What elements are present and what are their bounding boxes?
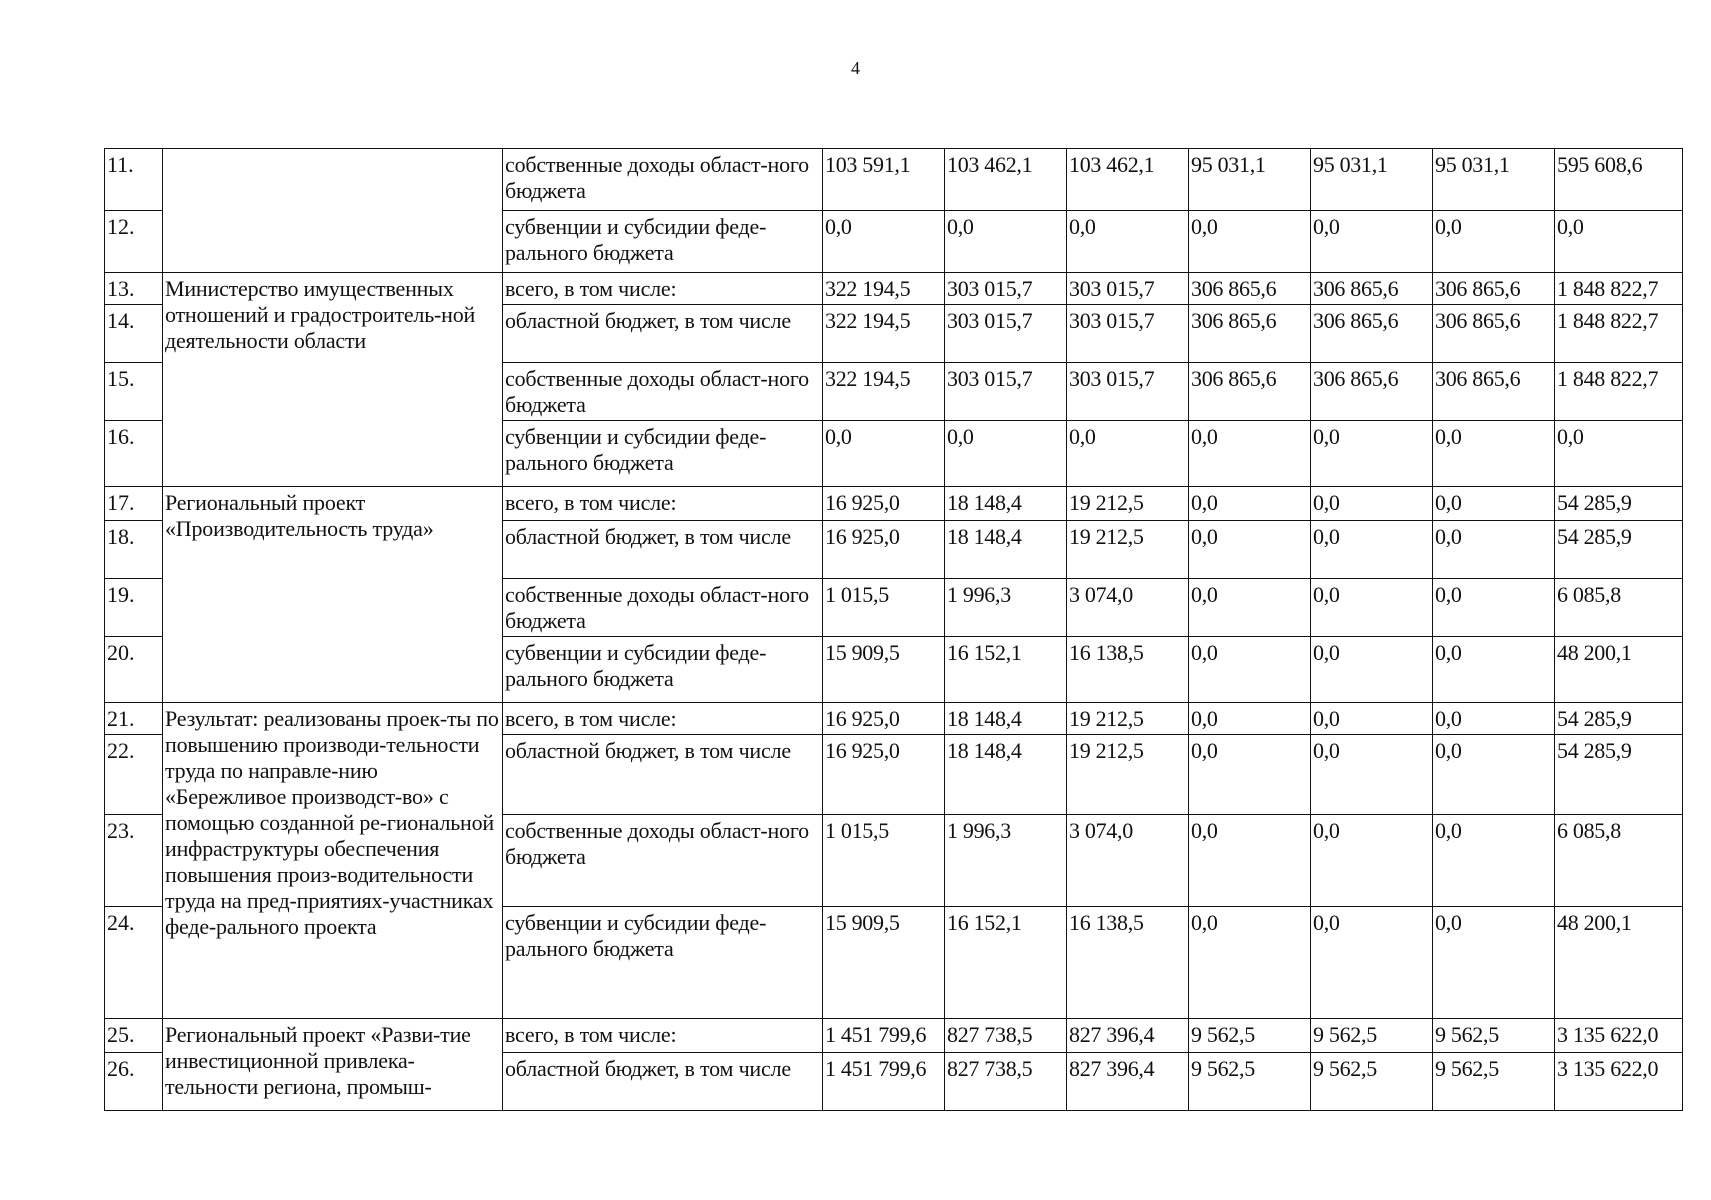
table-row [105, 487, 1683, 521]
funding-source-cell: всего, в том числе: [503, 487, 823, 521]
year-value-cell: 322 194,5 [823, 305, 945, 363]
year-value-cell: 0,0 [1189, 487, 1311, 521]
year-value-cell: 16 925,0 [823, 703, 945, 735]
year-value-cell: 0,0 [1311, 521, 1433, 579]
total-value-cell: 48 200,1 [1555, 637, 1683, 703]
year-value-cell: 0,0 [1433, 907, 1555, 1019]
row-number-cell: 24. [105, 907, 163, 1019]
program-name-cell: Региональный проект «Разви-тие инвестиционной привлека-тельности региона, промыш- [163, 1019, 503, 1111]
year-value-cell: 0,0 [1433, 521, 1555, 579]
year-value-cell: 19 212,5 [1067, 521, 1189, 579]
row-number-cell: 22. [105, 735, 163, 815]
funding-source-cell: субвенции и субсидии феде-рального бюджета [503, 421, 823, 487]
funding-source-cell: всего, в том числе: [503, 703, 823, 735]
program-name-cell: Региональный проект «Производительность труда» [163, 487, 503, 703]
row-number-cell: 26. [105, 1053, 163, 1111]
year-value-cell: 1 451 799,6 [823, 1019, 945, 1053]
year-value-cell: 0,0 [1189, 735, 1311, 815]
year-value-cell: 9 562,5 [1433, 1053, 1555, 1111]
total-value-cell: 54 285,9 [1555, 521, 1683, 579]
year-value-cell: 0,0 [1433, 487, 1555, 521]
year-value-cell: 303 015,7 [945, 363, 1067, 421]
year-value-cell: 306 865,6 [1189, 273, 1311, 305]
year-value-cell: 1 015,5 [823, 579, 945, 637]
year-value-cell: 0,0 [1433, 735, 1555, 815]
row-number-cell: 13. [105, 273, 163, 305]
table-row [105, 149, 1683, 211]
funding-source-cell: собственные доходы област-ного бюджета [503, 363, 823, 421]
year-value-cell: 18 148,4 [945, 487, 1067, 521]
year-value-cell: 0,0 [1189, 703, 1311, 735]
year-value-cell: 9 562,5 [1311, 1019, 1433, 1053]
row-number-cell: 21. [105, 703, 163, 735]
row-number-cell: 18. [105, 521, 163, 579]
year-value-cell: 0,0 [1433, 637, 1555, 703]
total-value-cell: 54 285,9 [1555, 735, 1683, 815]
year-value-cell: 303 015,7 [1067, 363, 1189, 421]
year-value-cell: 0,0 [1433, 815, 1555, 907]
year-value-cell: 18 148,4 [945, 521, 1067, 579]
year-value-cell: 16 138,5 [1067, 637, 1189, 703]
year-value-cell: 0,0 [1311, 487, 1433, 521]
year-value-cell: 19 212,5 [1067, 735, 1189, 815]
row-number-cell: 17. [105, 487, 163, 521]
year-value-cell: 95 031,1 [1433, 149, 1555, 211]
year-value-cell: 9 562,5 [1189, 1019, 1311, 1053]
year-value-cell: 0,0 [945, 421, 1067, 487]
row-number-cell: 20. [105, 637, 163, 703]
funding-source-cell: всего, в том числе: [503, 1019, 823, 1053]
year-value-cell: 0,0 [1311, 735, 1433, 815]
funding-source-cell: собственные доходы област-ного бюджета [503, 149, 823, 211]
year-value-cell: 0,0 [1189, 815, 1311, 907]
total-value-cell: 48 200,1 [1555, 907, 1683, 1019]
funding-source-cell: собственные доходы област-ного бюджета [503, 815, 823, 907]
year-value-cell: 9 562,5 [1189, 1053, 1311, 1111]
row-number-cell: 15. [105, 363, 163, 421]
year-value-cell: 19 212,5 [1067, 703, 1189, 735]
year-value-cell: 0,0 [1067, 211, 1189, 273]
year-value-cell: 1 451 799,6 [823, 1053, 945, 1111]
year-value-cell: 1 996,3 [945, 579, 1067, 637]
year-value-cell: 306 865,6 [1189, 305, 1311, 363]
year-value-cell: 16 925,0 [823, 487, 945, 521]
total-value-cell: 3 135 622,0 [1555, 1053, 1683, 1111]
year-value-cell: 827 396,4 [1067, 1053, 1189, 1111]
total-value-cell: 0,0 [1555, 211, 1683, 273]
year-value-cell: 827 738,5 [945, 1019, 1067, 1053]
year-value-cell: 16 925,0 [823, 735, 945, 815]
year-value-cell: 15 909,5 [823, 637, 945, 703]
total-value-cell: 1 848 822,7 [1555, 273, 1683, 305]
total-value-cell: 3 135 622,0 [1555, 1019, 1683, 1053]
year-value-cell: 0,0 [945, 211, 1067, 273]
funding-source-cell: областной бюджет, в том числе [503, 1053, 823, 1111]
year-value-cell: 0,0 [1311, 637, 1433, 703]
year-value-cell: 0,0 [1433, 421, 1555, 487]
year-value-cell: 306 865,6 [1189, 363, 1311, 421]
year-value-cell: 303 015,7 [1067, 305, 1189, 363]
row-number-cell: 12. [105, 211, 163, 273]
funding-source-cell: областной бюджет, в том числе [503, 305, 823, 363]
program-name-cell [163, 149, 503, 273]
row-number-cell: 11. [105, 149, 163, 211]
total-value-cell: 6 085,8 [1555, 579, 1683, 637]
funding-source-cell: субвенции и субсидии феде-рального бюджета [503, 211, 823, 273]
year-value-cell: 0,0 [1311, 703, 1433, 735]
year-value-cell: 0,0 [1189, 211, 1311, 273]
year-value-cell: 0,0 [1311, 815, 1433, 907]
funding-source-cell: областной бюджет, в том числе [503, 521, 823, 579]
year-value-cell: 0,0 [1311, 907, 1433, 1019]
program-name-cell: Результат: реализованы проек-ты по повышению производи-тельности труда по направле-нию «Бережливое производст-во» с помощью созданной ре-гиональной инфраструктуры обеспечения повышения произ-водительности труда на пред-приятиях-участниках феде-рального проекта [163, 703, 503, 1019]
row-number-cell: 19. [105, 579, 163, 637]
year-value-cell: 306 865,6 [1311, 305, 1433, 363]
total-value-cell: 54 285,9 [1555, 703, 1683, 735]
year-value-cell: 0,0 [1311, 211, 1433, 273]
year-value-cell: 16 152,1 [945, 907, 1067, 1019]
year-value-cell: 0,0 [1433, 211, 1555, 273]
year-value-cell: 15 909,5 [823, 907, 945, 1019]
year-value-cell: 0,0 [1433, 579, 1555, 637]
year-value-cell: 0,0 [823, 421, 945, 487]
year-value-cell: 9 562,5 [1311, 1053, 1433, 1111]
row-number-cell: 25. [105, 1019, 163, 1053]
funding-source-cell: собственные доходы област-ного бюджета [503, 579, 823, 637]
year-value-cell: 827 738,5 [945, 1053, 1067, 1111]
year-value-cell: 303 015,7 [945, 305, 1067, 363]
year-value-cell: 306 865,6 [1433, 305, 1555, 363]
year-value-cell: 0,0 [1433, 703, 1555, 735]
year-value-cell: 18 148,4 [945, 703, 1067, 735]
year-value-cell: 0,0 [1189, 521, 1311, 579]
year-value-cell: 322 194,5 [823, 273, 945, 305]
year-value-cell: 303 015,7 [945, 273, 1067, 305]
funding-source-cell: субвенции и субсидии феде-рального бюджета [503, 907, 823, 1019]
budget-table [104, 148, 1683, 1111]
funding-source-cell: областной бюджет, в том числе [503, 735, 823, 815]
year-value-cell: 0,0 [1189, 421, 1311, 487]
year-value-cell: 103 591,1 [823, 149, 945, 211]
page-number: 4 [851, 58, 860, 78]
year-value-cell: 306 865,6 [1311, 363, 1433, 421]
year-value-cell: 95 031,1 [1311, 149, 1433, 211]
year-value-cell: 16 152,1 [945, 637, 1067, 703]
year-value-cell: 0,0 [823, 211, 945, 273]
table-row [105, 273, 1683, 305]
year-value-cell: 306 865,6 [1433, 273, 1555, 305]
year-value-cell: 95 031,1 [1189, 149, 1311, 211]
year-value-cell: 827 396,4 [1067, 1019, 1189, 1053]
year-value-cell: 306 865,6 [1311, 273, 1433, 305]
row-number-cell: 23. [105, 815, 163, 907]
year-value-cell: 0,0 [1189, 579, 1311, 637]
program-name-cell: Министерство имущественных отношений и градостроитель-ной деятельности области [163, 273, 503, 487]
row-number-cell: 16. [105, 421, 163, 487]
year-value-cell: 16 925,0 [823, 521, 945, 579]
year-value-cell: 1 015,5 [823, 815, 945, 907]
year-value-cell: 303 015,7 [1067, 273, 1189, 305]
total-value-cell: 54 285,9 [1555, 487, 1683, 521]
year-value-cell: 16 138,5 [1067, 907, 1189, 1019]
year-value-cell: 0,0 [1189, 907, 1311, 1019]
total-value-cell: 6 085,8 [1555, 815, 1683, 907]
table-row [105, 1019, 1683, 1053]
total-value-cell: 1 848 822,7 [1555, 363, 1683, 421]
year-value-cell: 0,0 [1311, 579, 1433, 637]
year-value-cell: 0,0 [1311, 421, 1433, 487]
year-value-cell: 322 194,5 [823, 363, 945, 421]
total-value-cell: 0,0 [1555, 421, 1683, 487]
total-value-cell: 595 608,6 [1555, 149, 1683, 211]
year-value-cell: 3 074,0 [1067, 579, 1189, 637]
funding-source-cell: всего, в том числе: [503, 273, 823, 305]
year-value-cell: 103 462,1 [945, 149, 1067, 211]
year-value-cell: 0,0 [1067, 421, 1189, 487]
year-value-cell: 0,0 [1189, 637, 1311, 703]
total-value-cell: 1 848 822,7 [1555, 305, 1683, 363]
budget-table-body [105, 149, 1683, 1111]
year-value-cell: 19 212,5 [1067, 487, 1189, 521]
row-number-cell: 14. [105, 305, 163, 363]
year-value-cell: 306 865,6 [1433, 363, 1555, 421]
year-value-cell: 18 148,4 [945, 735, 1067, 815]
table-row [105, 703, 1683, 735]
funding-source-cell: субвенции и субсидии феде-рального бюджета [503, 637, 823, 703]
year-value-cell: 103 462,1 [1067, 149, 1189, 211]
year-value-cell: 3 074,0 [1067, 815, 1189, 907]
year-value-cell: 1 996,3 [945, 815, 1067, 907]
year-value-cell: 9 562,5 [1433, 1019, 1555, 1053]
